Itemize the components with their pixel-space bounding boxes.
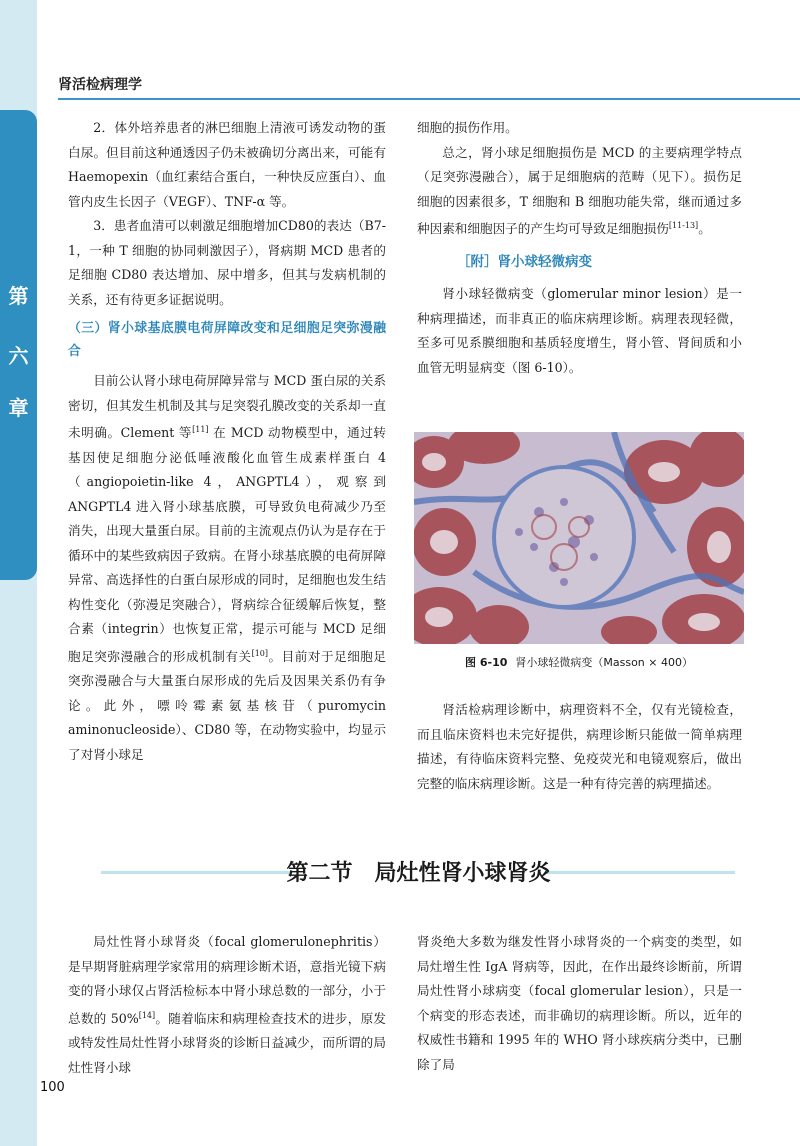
paragraph [68, 369, 386, 767]
citation-ref: [14] [138, 1010, 156, 1020]
chapter-char-2: 六 [8, 344, 29, 368]
text-run: 。随着临床和病理检查技术的进步，原发或特发性局灶性肾小球肾炎的诊断日益减少，而所谓的局灶性肾小球 [68, 1010, 387, 1075]
section-title: 第二节 局灶性肾小球肾炎 [286, 861, 551, 886]
text-run: 。目前对于足细胞足突弥漫融合与大量蛋白尿形成的先后及因果关系仍有争论。此外，嘌呤霉素氨基核苷（puromycin aminonucleoside）、CD80 等，在动物实验中，均显示了对肾小球足 [68, 648, 387, 762]
section-heading-band [37, 842, 800, 902]
paragraph: 细胞的损伤作用。 [417, 120, 518, 135]
chapter-tab [0, 110, 37, 580]
right-column-lower [417, 698, 742, 796]
header-rule [58, 98, 800, 100]
micrograph-figure [414, 432, 744, 644]
paragraph: 肾小球轻微病变（glomerular minor lesion）是一种病理描述，而非真正的临床病理诊断。病理表现轻微，至多可见系膜细胞和基质轻度增生，肾小管、肾间质和小血管无明显病变（图 6-10）。 [417, 286, 742, 375]
citation-ref: [11-13] [668, 221, 699, 230]
text-run: 总之，肾小球足细胞损伤是 MCD 的主要病理学特点（足突弥漫融合），属于足细胞病的范畴（见下）。损伤足细胞的因素很多，T 细胞和 B 细胞功能失常，继而通过多种因素和细胞因子的产生均可导致足细胞损伤 [417, 144, 742, 237]
chapter-char-3: 章 [8, 396, 29, 420]
paragraph: 2．体外培养患者的淋巴细胞上清液可诱发动物的蛋白尿。但目前这种通透因子仍未被确切分离出来，可能有 Haemopexin（血红素结合蛋白，一种快反应蛋白）、血管内皮生长因子（VEGF）、TNF-α 等。 [68, 120, 386, 209]
bottom-left-column [68, 930, 386, 1080]
left-column [68, 116, 386, 767]
page-number: 100 [40, 1080, 65, 1095]
citation-ref: [11] [192, 425, 209, 434]
citation-ref: [10] [251, 648, 268, 658]
subheading: （三）肾小球基底膜电荷屏障改变和足细胞足突弥漫融合 [68, 321, 386, 359]
figure-caption [414, 654, 744, 670]
bottom-right-column [417, 930, 742, 1077]
paragraph: 肾炎绝大多数为继发性肾小球肾炎的一个病变的类型，如局灶增生性 IgA 肾病等，因此，在作出最终诊断前，所谓局灶性肾小球病变（focal glomerular lesion），只是一个病变的形态表述，而非确切的病理诊断。所以，近年的权威性书籍和 1995 年的 WHO 肾小球疾病分类中，已删除了局 [417, 934, 742, 1072]
paragraph: 肾活检病理诊断中，病理资料不全，仅有光镜检查，而且临床资料也未完好提供，病理诊断只能做一简单病理描述，有待临床资料完整、免疫荧光和电镜观察后，做出完整的临床病理诊断。这是一种有待完善的病理描述。 [417, 702, 742, 791]
text-run: 。 [698, 221, 711, 237]
paragraph: 3．患者血清可以刺激足细胞增加CD80的表达（B7-1，一种 T 细胞的协同刺激因子），肾病期 MCD 患者的足细胞 CD80 表达增加、尿中增多，但其与发病机制的关系，还有待更多证据说明。 [68, 218, 386, 307]
text-run: 局灶性肾小球肾炎（focal glomerulonephritis）是早期肾脏病理学家常用的病理诊断术语，意指光镜下病变的肾小球仅占肾活检标本中肾小球总数的一部分，小于总数的 50% [68, 934, 386, 1026]
right-column [417, 116, 742, 380]
text-run: 在 MCD 动物模型中，通过转基因使足细胞分泌低唾液酸化血管生成素样蛋白 4（angiopoietin-like 4，ANGPTL4），观察到 ANGPTL4 进入肾小球基底膜，可导致负电荷减少乃至消失，出现大量蛋白尿。目前的主流观点仍认为是存在于循环中的某些致病因子致病。在肾小球基底膜的电荷屏障异常、高选择性的白蛋白尿形成的同时，足细胞也发生结构性变化（弥漫足突融合），肾病综合征缓解后恢复，整合素（integrin）也恢复正常，提示可能与 MCD 足细胞足突弥漫融合的形成机制有关 [68, 425, 387, 664]
running-header: 肾活检病理学 [58, 77, 142, 93]
micrograph-image [414, 432, 744, 644]
figure-number: 图 6-10 [465, 656, 508, 669]
text-run: 目前公认肾小球电荷屏障异常与 MCD 蛋白尿的关系密切，但其发生机制及其与足突裂孔膜改变的关系却一直未明确。Clement 等 [68, 373, 386, 441]
paragraph [417, 141, 742, 242]
paragraph [68, 930, 386, 1080]
appendix-heading: ［附］肾小球轻微病变 [457, 253, 592, 270]
figure-caption-text: 肾小球轻微病变（Masson × 400） [515, 656, 693, 669]
chapter-char-1: 第 [8, 284, 29, 308]
